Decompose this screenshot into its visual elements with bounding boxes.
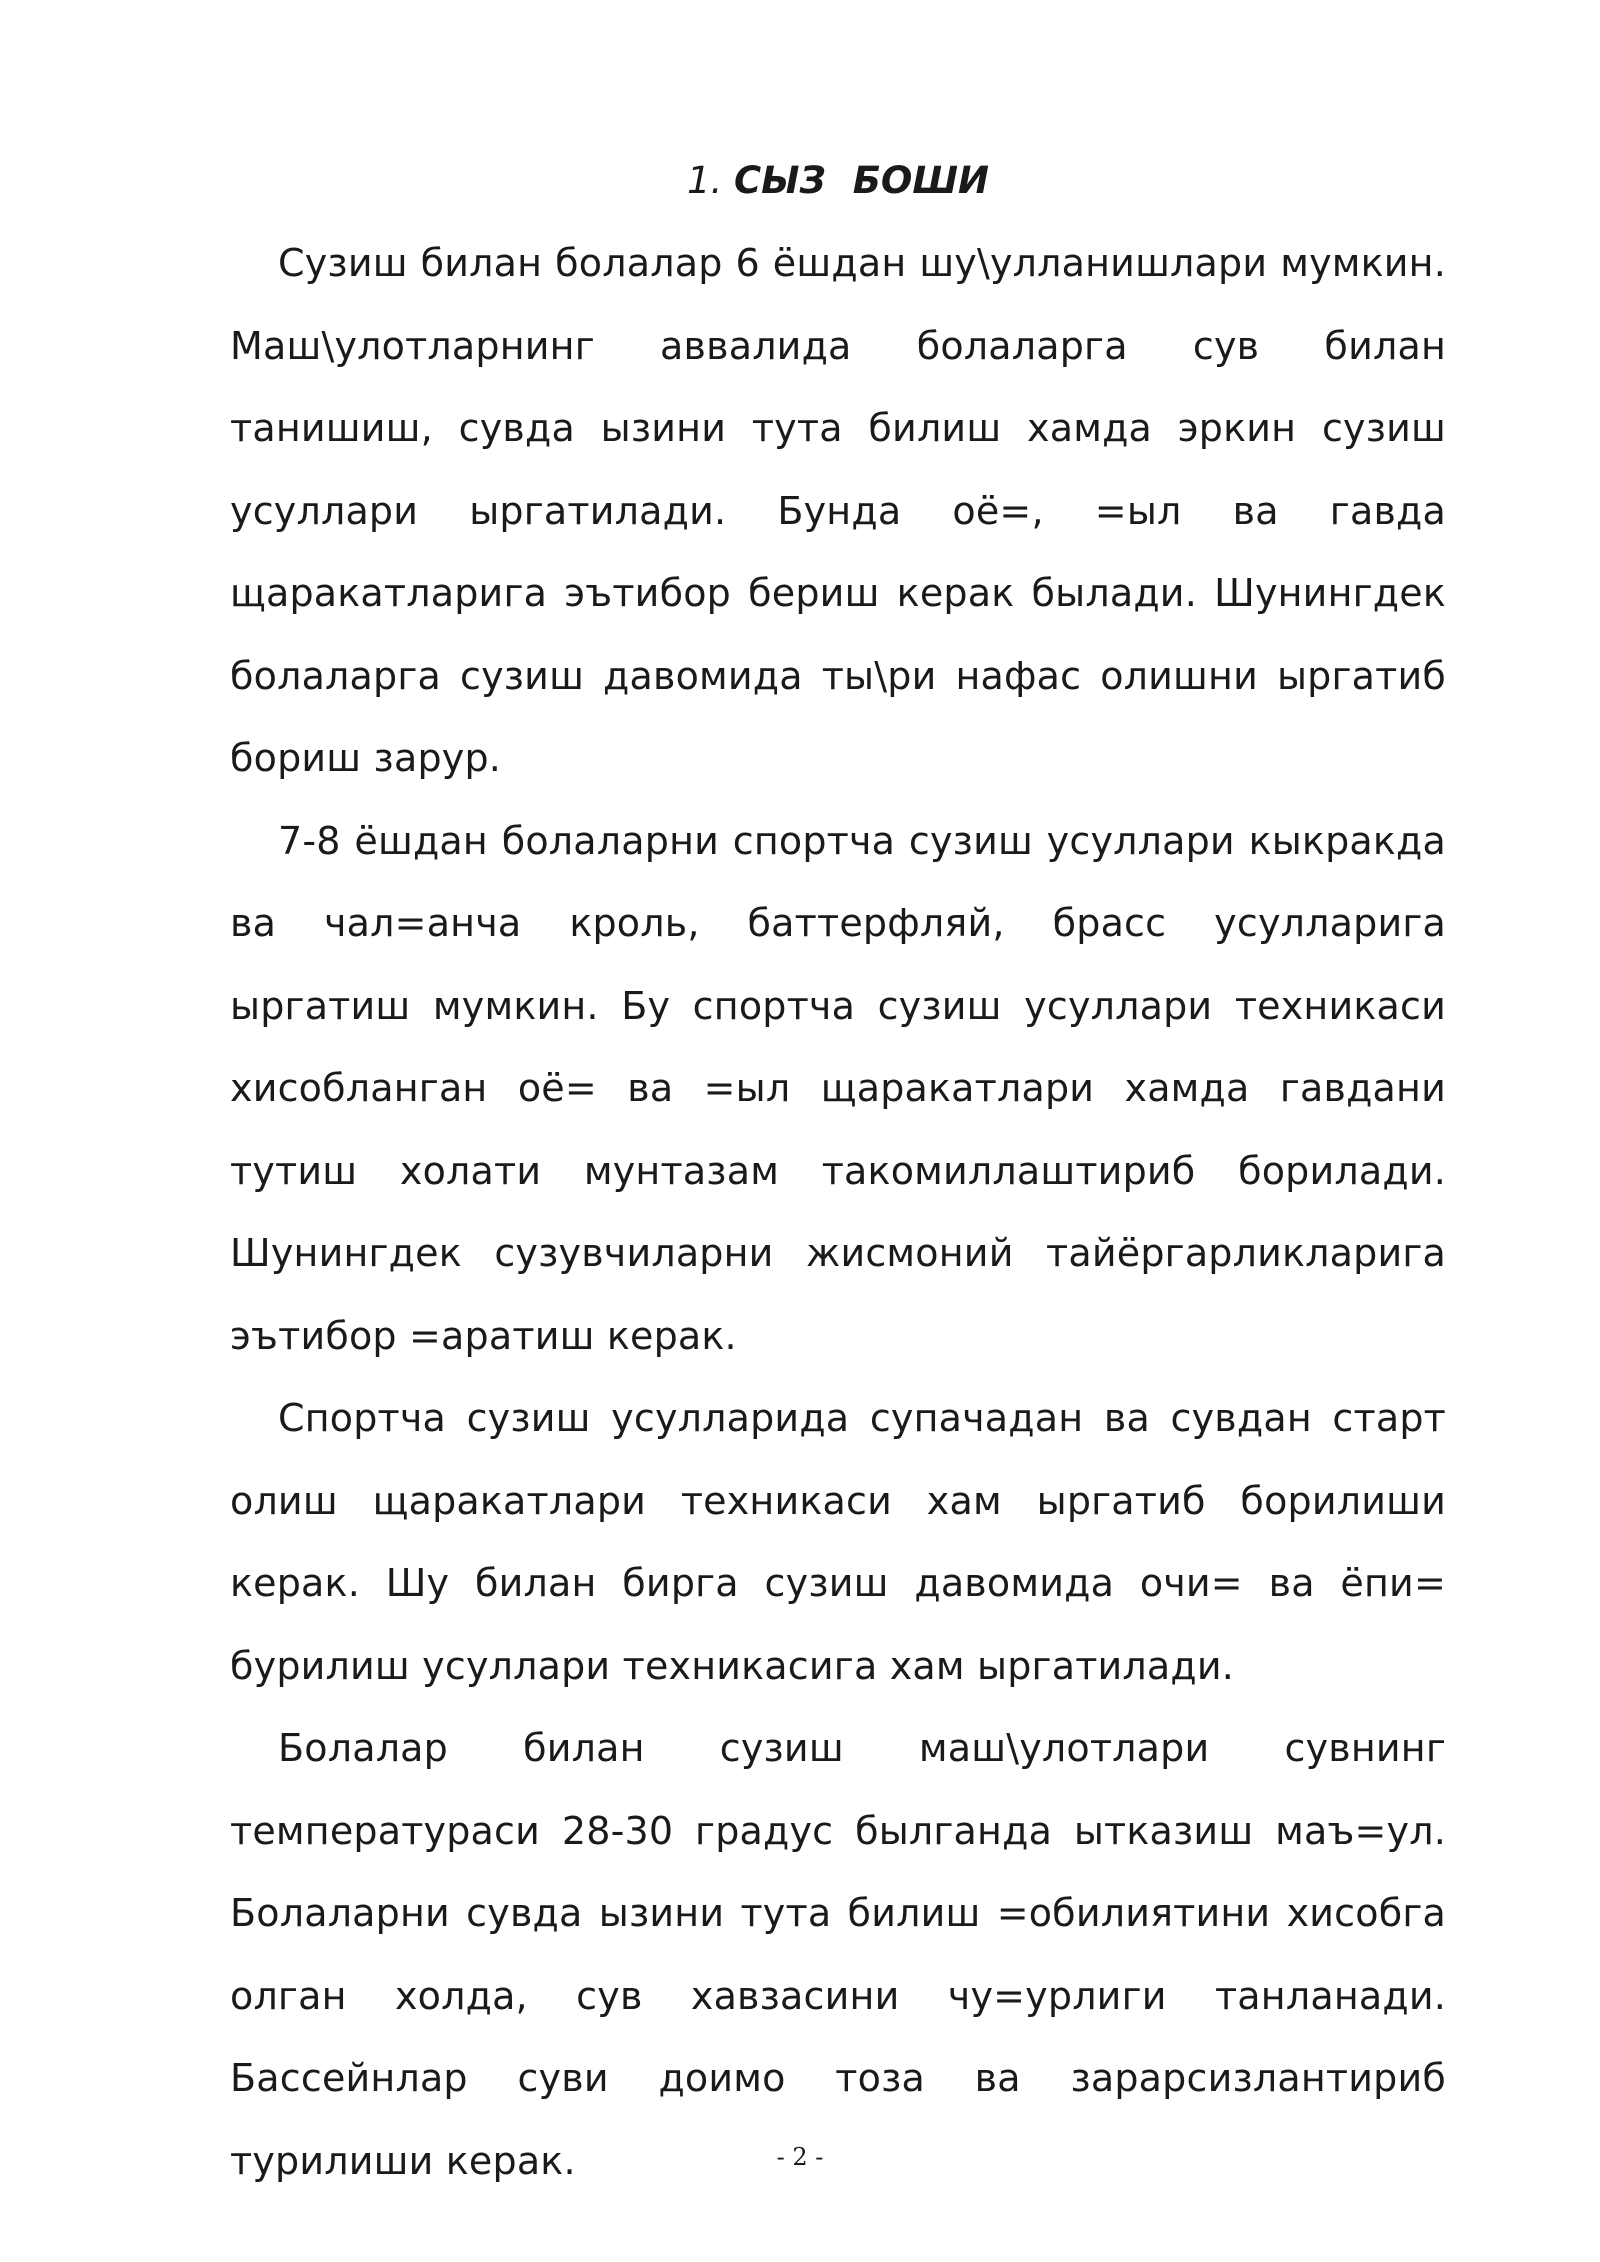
paragraph: 7-8 ёшдан болаларни спортча сузиш усуллари кыкракда ва чал=анча кроль, баттерфляй, брасс усулларига ыргатиш мумкин. Бу спортча сузиш усуллари техникаси хисобланган оё= ва =ыл щаракатлари хамда гавдани тутиш холати мунтазам такомиллаштириб борилади. Шунингдек сузувчиларни жисмоний тайёргарликларига эътибор =аратиш керак. bbox=[230, 818, 1446, 1358]
section-heading bbox=[230, 153, 1446, 209]
paragraph: Болалар билан сузиш маш\улотлари сувнинг температураси 28-30 градус былганда ытказиш маъ=ул. Болаларни сувда ызини тута билиш =обилиятини хисобга олган холда, сув хавзасини чу=урлиги танланади. Бассейнлар суви доимо тоза ва зарарсизлантириб турилиши керак. bbox=[230, 1726, 1446, 2183]
body-text bbox=[230, 222, 1446, 2202]
page-number: - 2 - bbox=[776, 2143, 824, 2171]
paragraph: Спортча сузиш усулларида супачадан ва сувдан старт олиш щаракатлари техникаси хам ыргатиб борилиши керак. Шу билан бирга сузиш давомида очи= ва ёпи= бурилиш усуллари техникасига хам ыргатилади. bbox=[230, 1396, 1446, 1688]
section-title: СЫЗ БОШИ bbox=[734, 159, 990, 202]
section-number: 1. bbox=[686, 159, 723, 202]
paragraph: Сузиш билан болалар 6 ёшдан шу\улланишлари мумкин. Маш\улотларнинг аввалида болаларга сув билан танишиш, сувда ызини тута билиш хамда эркин сузиш усуллари ыргатилади. Бунда оё=, =ыл ва гавда щаракатларига эътибор бериш керак былади. Шунингдек болаларга сузиш давомида ты\ри нафас олишни ыргатиб бориш зарур. bbox=[230, 241, 1446, 780]
